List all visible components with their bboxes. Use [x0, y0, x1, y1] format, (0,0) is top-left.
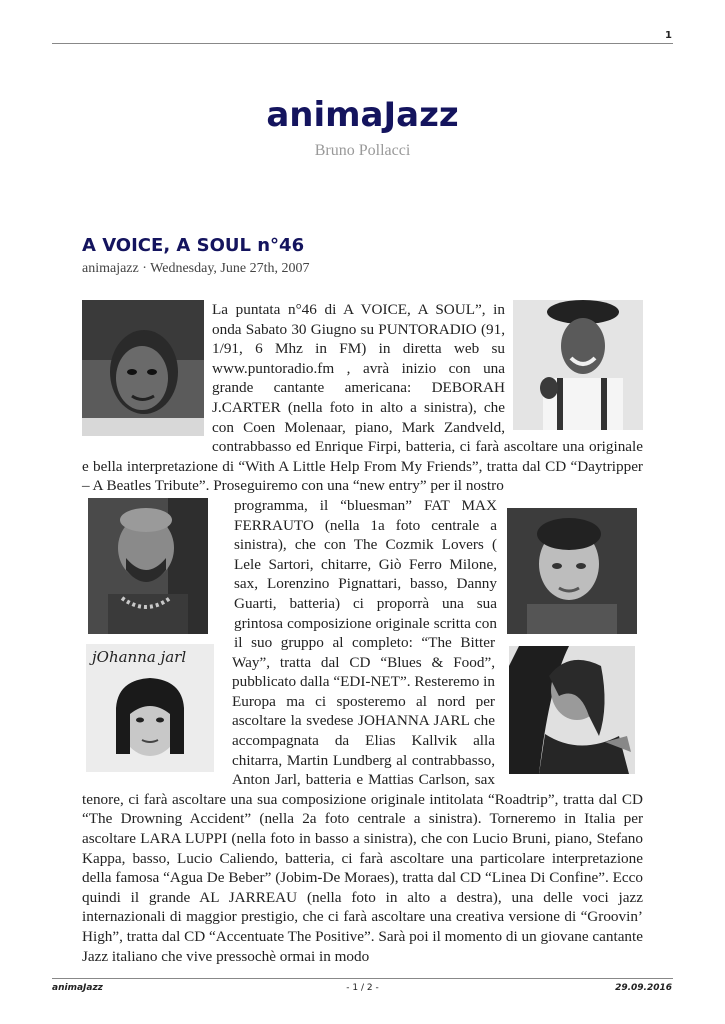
photo-singer-right [509, 646, 635, 774]
photo-al-jarreau [513, 300, 643, 430]
page-number: 1 [665, 30, 672, 41]
footer-date: 29.09.2016 [615, 983, 672, 993]
photo-johanna-jarl-album [86, 644, 214, 772]
footer-rule [52, 978, 673, 979]
photo-fat-max-ferrauto [88, 498, 208, 634]
post-title[interactable]: A VOICE, A SOUL n°46 [82, 235, 305, 256]
site-title[interactable]: animaJazz [266, 95, 459, 135]
album-cover-text: jOhanna jarl [92, 647, 187, 666]
footer-site-name: animaJazz [52, 983, 103, 993]
photo-deborah-carter [82, 300, 204, 436]
header-rule [52, 43, 673, 44]
paragraph-intro: La puntata n°46 di A VOICE, A SOUL”, in onda Sabato 30 Giugno su PUNTORADIO (91, 1/91, 6 Mhz in FM) in diretta web su www.puntoradio.fm , avrà inizio con una grande cantante americana: DEBORAH J.CARTER (nella foto in alto a sinistra), che con Coen Molenaar, piano, Mark Zandveld, contrabbasso ed Enrique Firpi, batteria, ci farà ascoltare una originale e bella interpretazione di “With A Little Help From My Friends”, tratta dal CD “Daytripper – A Beatles Tribute”. Proseguiremo con una “new entry” per il nostro [82, 301, 643, 495]
paragraph-main: programma, il “bluesman” FAT MAX FERRAUTO (nella 1a foto centrale a sinistra), che con The Cozmik Lovers ( Lele Sartori, chitarre, Giò Ferro Milone, sax, Lorenzino Pignattari, basso, Danny Guarti, batteria) ci proporrà una sua grintosa composizione originale scritta con il suo gruppo al completo: “The Bitter Way”, tratta dal CD “Blues & Food”, pubblicato dalla “EDI-NET”. Resteremo in Europa ma ci sposteremo al nord per ascoltare la svedese JOHANNA JARL che accompagnata da Elias Kallvik alla chitarra, Martin Lundberg al contrabbasso, Anton Jarl, batteria e Mattias Carlson, sax tenore, ci farà ascoltare una sua composizione originale intitolata “Roadtrip”, tratta dal CD “The Drowning Accident” (nella 2a foto centrale a sinistra). Torneremo in Italia per ascoltare LARA LUPPI (nella foto in basso a sinistra), che con Lucio Bruni, piano, Stefano Kappa, basso, Lucio Caliendo, batteria, ci farà ascoltare una particolare interpretazione della famosa “Agua De Beber” (Jobim-De Moraes), tratta dal CD “Linea Di Confine”. Ecco quindi il grande AL JARREAU (nella foto in alto a destra), una delle voci jazz internazionali di maggior prestigio, che ci farà ascoltare una creativa versione di “Groovin’ High”, tratta dal CD “Accentuate The Positive”. Sarà poi il momento di un giovane cantante Jazz italiano che vive pressochè ormai in modo [82, 496, 643, 965]
site-subtitle: Bruno Pollacci [314, 142, 411, 159]
photo-lara-luppi [507, 508, 637, 634]
article-body [82, 300, 643, 966]
footer-page-count: - 1 / 2 - [346, 983, 379, 993]
post-meta: animajazz · Wednesday, June 27th, 2007 [82, 261, 310, 276]
